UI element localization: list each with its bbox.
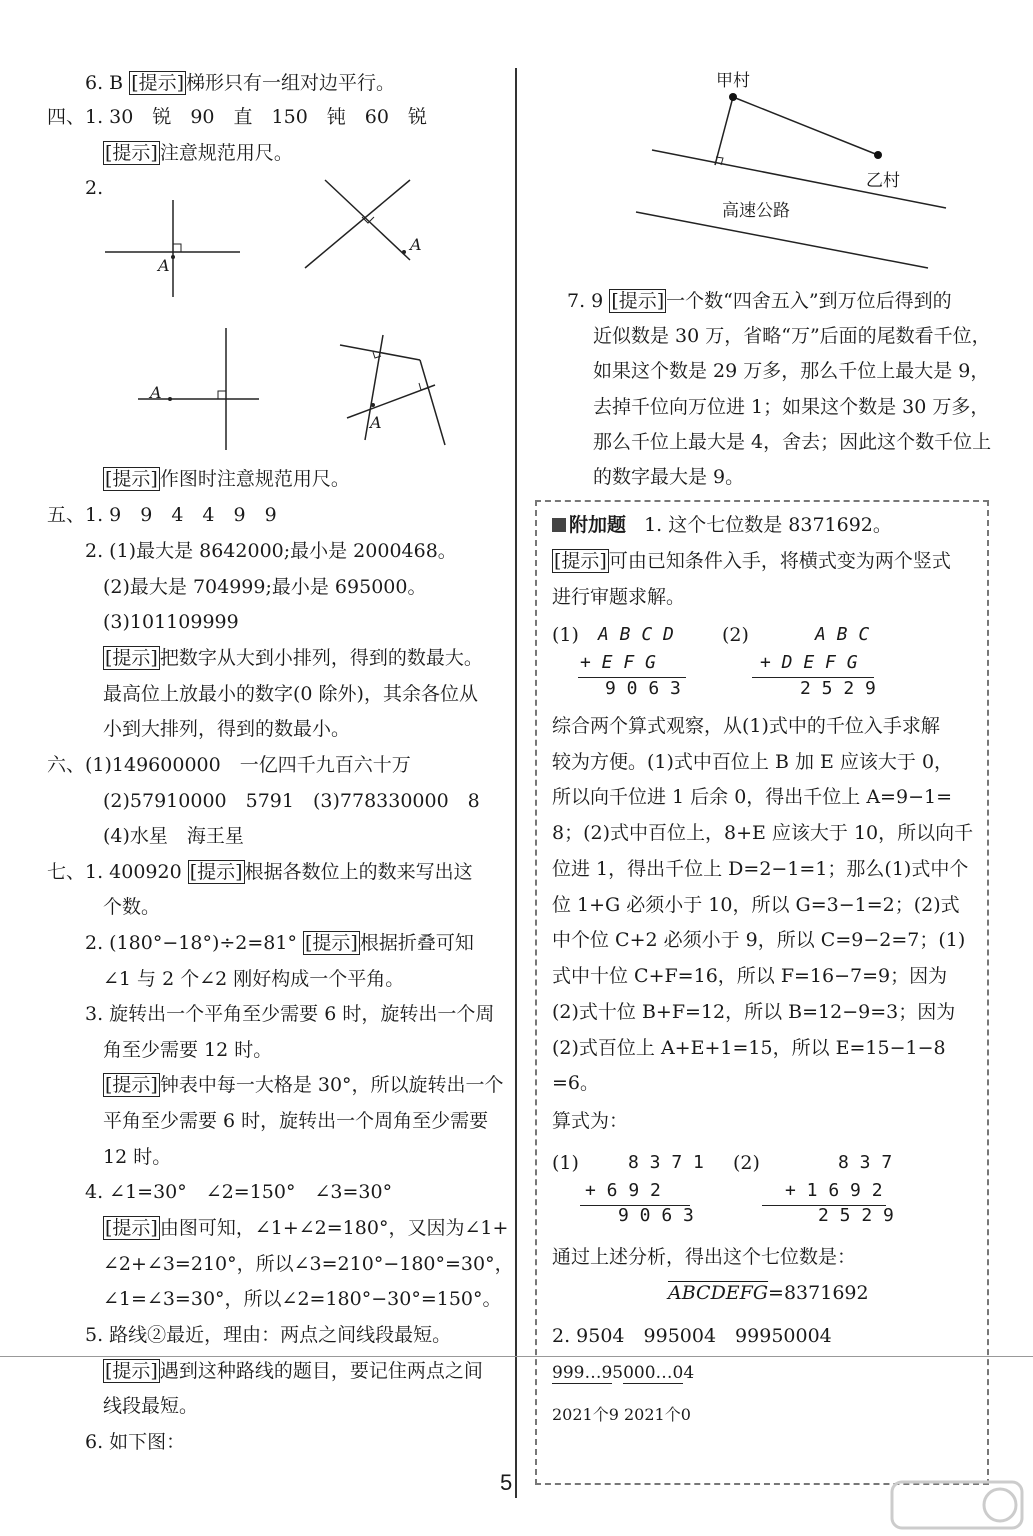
- vertical-2-top: A B C: [815, 624, 870, 645]
- hint-line: 12 时。: [103, 1146, 172, 1168]
- point-label-a: A: [158, 256, 170, 275]
- hint-tag: [提示]: [611, 290, 665, 312]
- section-7-q2: [85, 930, 474, 956]
- answer-7: [567, 288, 952, 314]
- hint-line: 小到大排列，得到的数最小。: [103, 718, 351, 740]
- hint-line: [103, 645, 483, 671]
- worked-1-top: 8 3 7 1: [628, 1152, 704, 1173]
- hint-tag: [提示]: [105, 142, 158, 164]
- answer-line: (3)101109999: [103, 611, 239, 633]
- hint-tag: [提示]: [131, 72, 185, 94]
- hint-tag: [提示]: [554, 550, 607, 572]
- hint-line: [103, 1215, 508, 1241]
- bonus-answer-1: 1. 这个七位数是 8371692。: [644, 514, 892, 536]
- scan-line: [0, 1356, 1033, 1357]
- digit-five: 5: [612, 1363, 624, 1383]
- hint-text: 钟表中每一大格是 30°，所以旋转出一个: [159, 1074, 504, 1096]
- map-label-jia-village: 甲村: [716, 71, 750, 91]
- answer-line: (2)57910000 5791 (3)778330000 8: [103, 790, 480, 812]
- vertical-label-1: (1): [552, 624, 579, 646]
- watermark-logo-icon: [890, 1480, 1030, 1532]
- worked-2-addend: + 1 6 9 2: [785, 1180, 883, 1201]
- hint-tag: [提示]: [105, 1074, 158, 1096]
- hint-tag: [提示]: [305, 932, 358, 954]
- column-divider: [515, 68, 517, 1498]
- vertical-1-result: 9 0 6 3: [605, 678, 681, 699]
- hint-line: ∠2+∠3=210°，所以∠3=210°−180°=30°，: [103, 1253, 514, 1275]
- section-4-q2: 2.: [85, 177, 104, 199]
- hint-line: ∠1=∠3=30°，所以∠2=180°−30°=150°。: [103, 1288, 502, 1310]
- conclusion-line: 通过上述分析，得出这个七位数是：: [552, 1246, 857, 1268]
- worked-label-2: (2): [733, 1152, 760, 1174]
- analysis-line: 综合两个算式观察，从(1)式中的千位入手求解: [552, 715, 940, 737]
- bonus-header: [552, 512, 892, 538]
- answer-text: 7. 9: [567, 290, 604, 312]
- watermark-logo: [890, 1480, 1030, 1532]
- point-label-a: A: [150, 383, 162, 402]
- hint-text: 把数字从大到小排列，得到的数最大。: [159, 647, 483, 669]
- analysis-line: (2)式百位上 A+E+1=15，所以 E=15−1−8: [552, 1037, 946, 1059]
- worked-1-addend: + 6 9 2: [585, 1180, 661, 1201]
- analysis-line: 中个位 C+2 必须小于 9，所以 C=9−2=7；(1): [552, 929, 966, 951]
- answer-line: ∠1 与 2 个∠2 刚好构成一个平角。: [103, 968, 405, 990]
- answer-text: 6. B: [85, 72, 124, 94]
- hint-tag: [提示]: [105, 1360, 158, 1382]
- analysis-line: (2)式十位 B+F=12，所以 B=12−9=3；因为: [552, 1001, 956, 1023]
- hint-line: 那么千位上最大是 4，舍去；因此这个数千位上: [593, 431, 992, 453]
- hint-line: 如果这个数是 29 万多，那么千位上最大是 9，: [593, 360, 990, 382]
- digit-four: 4: [683, 1363, 695, 1383]
- analysis-line: 所以向千位进 1 后余 0，得出千位上 A=9−1=: [552, 786, 952, 808]
- worked-2-top: 8 3 7: [838, 1152, 893, 1173]
- section-4-q1: 四、1. 30 锐 90 直 150 钝 60 锐: [47, 106, 427, 128]
- section-5-q1: 五、1. 9 9 4 4 9 9: [47, 504, 277, 526]
- hint-text: 注意规范用尺。: [159, 142, 293, 164]
- hint-tag: [提示]: [105, 647, 158, 669]
- hint-line: [103, 466, 350, 492]
- hint-text: 根据折叠可知: [359, 932, 474, 954]
- answer-line: 角至少需要 12 时。: [103, 1039, 273, 1061]
- pattern-number: [552, 1360, 694, 1386]
- answer-6b: [85, 70, 395, 96]
- result-equation: [668, 1280, 869, 1306]
- bonus-title: 附加题: [569, 514, 627, 536]
- bonus-answer-2: 2. 9504 995004 99950004: [552, 1325, 832, 1347]
- hint-text: 梯形只有一组对边平行。: [186, 72, 396, 94]
- hint-tag: [提示]: [105, 468, 158, 490]
- pattern-counts: 2021个9 2021个0: [552, 1405, 691, 1424]
- worked-label-1: (1): [552, 1152, 579, 1174]
- map-label-yi-village: 乙村: [866, 171, 900, 191]
- hint-tag: [提示]: [105, 1217, 158, 1239]
- result-value: =8371692: [768, 1282, 869, 1304]
- vertical-2-addend: + D E F G: [760, 652, 858, 673]
- answer-line: 个数。: [103, 896, 161, 918]
- section-7-q1: [47, 859, 473, 885]
- village-map-figure: [630, 60, 950, 275]
- vertical-1-top: A B C D: [598, 624, 674, 645]
- hint-text: 根据各数位上的数来写出这: [244, 861, 473, 883]
- section-5-q2: 2. (1)最大是 8642000;最小是 2000468。: [85, 540, 457, 562]
- section-6-q1: 六、(1)149600000 一亿四千九百六十万: [47, 754, 411, 776]
- hint-line: [552, 548, 951, 574]
- point-label-a: A: [410, 235, 422, 254]
- hint-line: 最高位上放最小的数字(0 除外)，其余各位从: [103, 683, 478, 705]
- answer-text: 2. (180°−18°)÷2=81°: [85, 932, 297, 954]
- figure-perpendicular-1: [100, 195, 250, 305]
- answer-line: (4)水星 海王星: [103, 825, 244, 847]
- hint-line: [103, 140, 293, 166]
- nine-run: 999…9: [552, 1363, 613, 1383]
- figure-perpendicular-4: [335, 330, 455, 450]
- section-7-q4: 4. ∠1=30° ∠2=150° ∠3=30°: [85, 1181, 393, 1203]
- hint-line: 近似数是 30 万，省略“万”后面的尾数看千位，: [593, 325, 991, 347]
- figure-perpendicular-2: [300, 175, 420, 275]
- hint-text: 可由已知条件入手，将横式变为两个竖式: [608, 550, 951, 572]
- analysis-line: 位进 1，得出千位上 D=2−1=1；那么(1)式中个: [552, 858, 969, 880]
- hint-text: 作图时注意规范用尺。: [159, 468, 350, 490]
- hint-line: 平角至少需要 6 时，旋转出一个周角至少需要: [103, 1110, 489, 1132]
- hint-tag: [提示]: [189, 861, 243, 883]
- map-label-highway: 高速公路: [722, 201, 790, 221]
- analysis-line: 较为方便。(1)式中百位上 B 加 E 应该大于 0，: [552, 751, 954, 773]
- hint-line: [103, 1072, 504, 1098]
- section-7-q3: 3. 旋转出一个平角至少需要 6 时，旋转出一个周: [85, 1003, 495, 1025]
- zero-run: 000…0: [623, 1363, 684, 1383]
- vertical-2-result: 2 5 2 9: [800, 678, 876, 699]
- answer-text: 七、1. 400920: [47, 861, 182, 883]
- hint-line: 的数字最大是 9。: [593, 466, 745, 488]
- hint-line: 去掉千位向万位进 1；如果这个数是 30 万多，: [593, 396, 990, 418]
- point-label-a: A: [370, 413, 382, 432]
- page-number: 5: [500, 1470, 513, 1495]
- hint-text: 一个数“四舍五入”到万位后得到的: [666, 290, 952, 312]
- vertical-label-2: (2): [722, 624, 749, 646]
- hint-line: 线段最短。: [103, 1395, 199, 1417]
- section-7-q5: 5. 路线②最近，理由：两点之间线段最短。: [85, 1324, 452, 1346]
- analysis-line: =6。: [552, 1072, 600, 1094]
- analysis-line: 8；(2)式中百位上，8+E 应该大于 10，所以向千: [552, 822, 974, 844]
- hint-text: 由图可知，∠1+∠2=180°，又因为∠1+: [159, 1217, 509, 1239]
- answer-line: (2)最大是 704999;最小是 695000。: [103, 576, 427, 598]
- formula-heading: 算式为：: [552, 1110, 629, 1132]
- section-7-q6: 6. 如下图：: [85, 1431, 186, 1453]
- hint-line: [103, 1358, 483, 1384]
- overlined-digits: ABCDEFG: [668, 1282, 769, 1304]
- analysis-line: 位 1+G 必须小于 10，所以 G=3−1=2；(2)式: [552, 894, 960, 916]
- hint-text: 遇到这种路线的题目，要记住两点之间: [159, 1360, 483, 1382]
- vertical-1-addend: + E F G: [580, 652, 656, 673]
- bonus-icon: [552, 518, 566, 532]
- analysis-line: 式中十位 C+F=16，所以 F=16−7=9；因为: [552, 965, 948, 987]
- hint-line: 进行审题求解。: [552, 586, 686, 608]
- worked-1-result: 9 0 6 3: [618, 1205, 694, 1226]
- worked-2-result: 2 5 2 9: [818, 1205, 894, 1226]
